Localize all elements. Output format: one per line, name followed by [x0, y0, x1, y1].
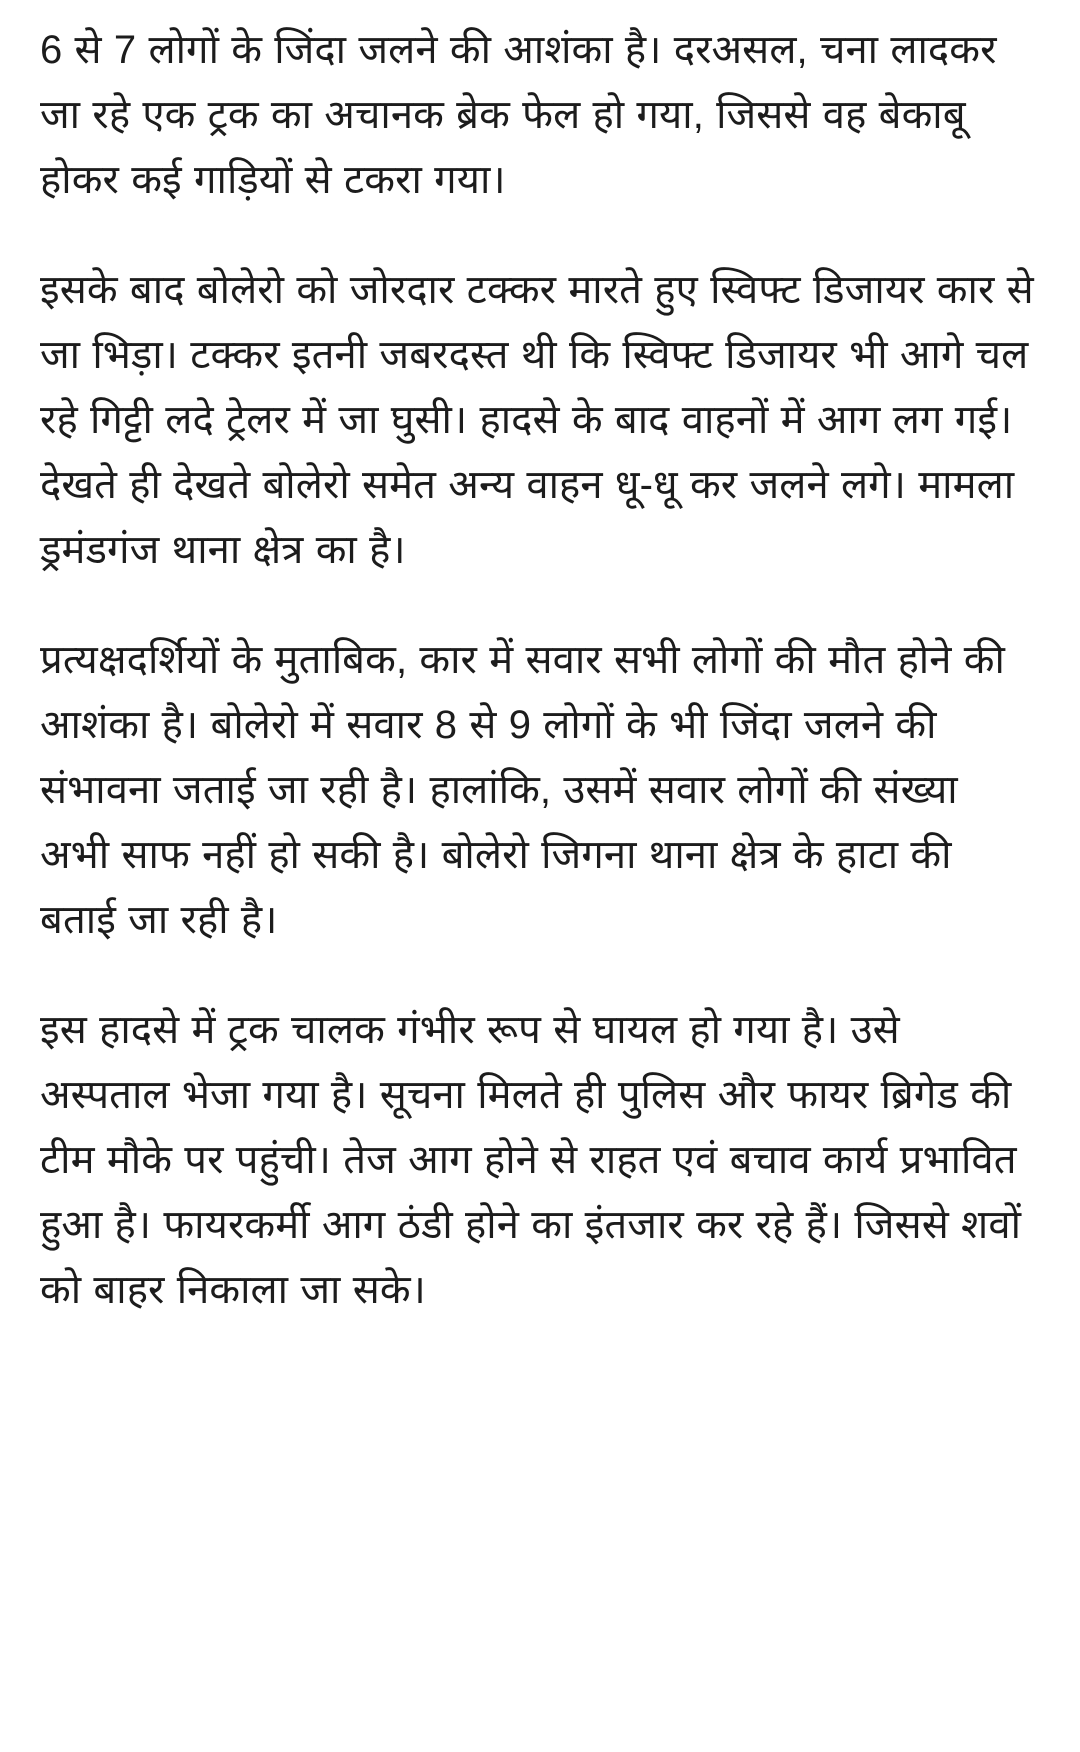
article-paragraph: इसके बाद बोलेरो को जोरदार टक्कर मारते हुए स्विफ्ट डिजायर कार से जा भिड़ा। टक्कर इतनी जबरदस्त थी कि स्विफ्ट डिजायर भी आगे चल रहे गिट्टी लदे ट्रेलर में जा घुसी। हादसे के बाद वाहनों में आग लग गई। देखते ही देखते बोलेरो समेत अन्य वाहन धू-धू कर जलने लगे। मामला ड्रमंडगंज थाना क्षेत्र का है।: [40, 268, 1034, 572]
article-paragraph: इस हादसे में ट्रक चालक गंभीर रूप से घायल हो गया है। उसे अस्पताल भेजा गया है। सूचना मिलते ही पुलिस और फायर ब्रिगेड की टीम मौके पर पहुंची। तेज आग होने से राहत एवं बचाव कार्य प्रभावित हुआ है। फायरकर्मी आग ठंडी होने का इंतजार कर रहे हैं। जिससे शवों को बाहर निकाला जा सके।: [40, 1008, 1022, 1312]
article-paragraph: 6 से 7 लोगों के जिंदा जलने की आशंका है। दरअसल, चना लादकर जा रहे एक ट्रक का अचानक ब्रेक फेल हो गया, जिससे वह बेकाबू होकर कई गाड़ियों से टकरा गया।: [40, 28, 997, 202]
article-paragraph: प्रत्यक्षदर्शियों के मुताबिक, कार में सवार सभी लोगों की मौत होने की आशंका है। बोलेरो में सवार 8 से 9 लोगों के भी जिंदा जलने की संभावना जताई जा रही है। हालांकि, उसमें सवार लोगों की संख्या अभी साफ नहीं हो सकी है। बोलेरो जिगना थाना क्षेत्र के हाटा की बताई जा रही है।: [40, 638, 1005, 942]
